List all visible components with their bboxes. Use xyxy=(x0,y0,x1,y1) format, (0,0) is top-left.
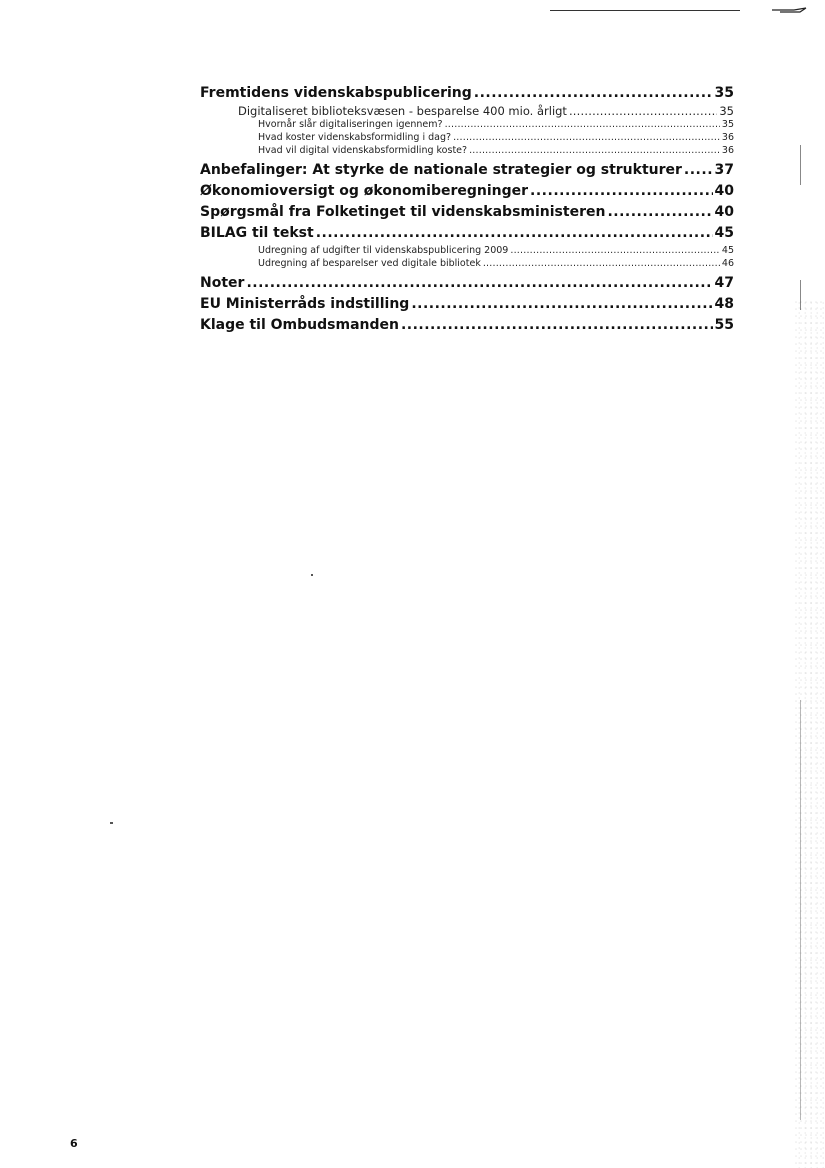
toc-entry[interactable] xyxy=(200,257,734,270)
dot-leader xyxy=(483,257,720,270)
toc-entry-title: Hvad vil digital videnskabsformidling koste? xyxy=(258,145,468,156)
toc-entry-page: 45 xyxy=(714,225,734,241)
toc-entry[interactable] xyxy=(200,315,734,336)
toc-entry-title: EU Ministerråds indstilling xyxy=(200,296,410,312)
toc-entry[interactable] xyxy=(200,118,734,131)
table-of-contents xyxy=(200,83,734,336)
toc-entry-page: 47 xyxy=(714,275,734,291)
dot-leader xyxy=(246,273,712,294)
toc-entry[interactable] xyxy=(200,144,734,157)
toc-entry-title: Hvornår slår digitaliseringen igennem? xyxy=(258,119,443,130)
dot-leader xyxy=(530,181,712,202)
toc-entry[interactable] xyxy=(200,244,734,257)
toc-entry[interactable] xyxy=(200,202,734,223)
dot-leader xyxy=(316,223,713,244)
dot-leader xyxy=(510,244,720,257)
toc-entry-title: Udregning af udgifter til videnskabspublicering 2009 xyxy=(258,245,509,256)
dot-leader xyxy=(607,202,712,223)
toc-entry-title: Noter xyxy=(200,275,245,291)
toc-entry-title: Hvad koster videnskabsformidling i dag? xyxy=(258,132,452,143)
toc-entry[interactable] xyxy=(200,131,734,144)
toc-entry-page: 48 xyxy=(714,296,734,312)
dot-leader xyxy=(445,118,720,131)
toc-entry[interactable] xyxy=(200,294,734,315)
scan-dot xyxy=(311,574,313,576)
dot-leader xyxy=(401,315,713,336)
toc-entry[interactable] xyxy=(200,273,734,294)
toc-entry[interactable] xyxy=(200,223,734,244)
toc-entry-page: 36 xyxy=(721,145,734,156)
dot-leader xyxy=(684,160,713,181)
toc-entry-page: 35 xyxy=(721,119,734,130)
dot-leader xyxy=(469,144,720,157)
scan-artifact-mark xyxy=(772,6,808,16)
toc-entry-title: Anbefalinger: At styrke de nationale strategier og strukturer xyxy=(200,162,682,178)
toc-entry-page: 40 xyxy=(714,183,734,199)
toc-entry-page: 36 xyxy=(721,132,734,143)
page-edge-line xyxy=(800,145,801,185)
toc-entry-page: 35 xyxy=(714,85,734,101)
header-rule xyxy=(550,10,740,11)
toc-entry-title: BILAG til tekst xyxy=(200,225,314,241)
dot-leader xyxy=(453,131,720,144)
toc-entry[interactable] xyxy=(200,104,734,118)
toc-entry-title: Fremtidens videnskabspublicering xyxy=(200,85,472,101)
scan-speckle xyxy=(795,300,825,1168)
dot-leader xyxy=(569,104,717,118)
toc-entry-page: 45 xyxy=(721,245,734,256)
toc-entry-title: Digitaliseret biblioteksvæsen - besparelse 400 mio. årligt xyxy=(238,104,567,118)
dot-leader xyxy=(474,83,713,104)
toc-entry-title: Spørgsmål fra Folketinget til videnskabsministeren xyxy=(200,204,606,220)
toc-entry-page: 37 xyxy=(714,162,734,178)
toc-entry[interactable] xyxy=(200,83,734,104)
toc-entry-title: Økonomioversigt og økonomiberegninger xyxy=(200,183,529,199)
toc-entry[interactable] xyxy=(200,181,734,202)
toc-entry-page: 46 xyxy=(721,258,734,269)
dot-leader xyxy=(411,294,712,315)
toc-entry-title: Klage til Ombudsmanden xyxy=(200,317,399,333)
toc-entry-page: 55 xyxy=(714,317,734,333)
toc-entry[interactable] xyxy=(200,160,734,181)
toc-entry-page: 40 xyxy=(714,204,734,220)
toc-entry-page: 35 xyxy=(719,104,734,118)
page-number: 6 xyxy=(70,1137,78,1150)
scan-dot xyxy=(110,822,113,824)
toc-entry-title: Udregning af besparelser ved digitale bibliotek xyxy=(258,258,481,269)
